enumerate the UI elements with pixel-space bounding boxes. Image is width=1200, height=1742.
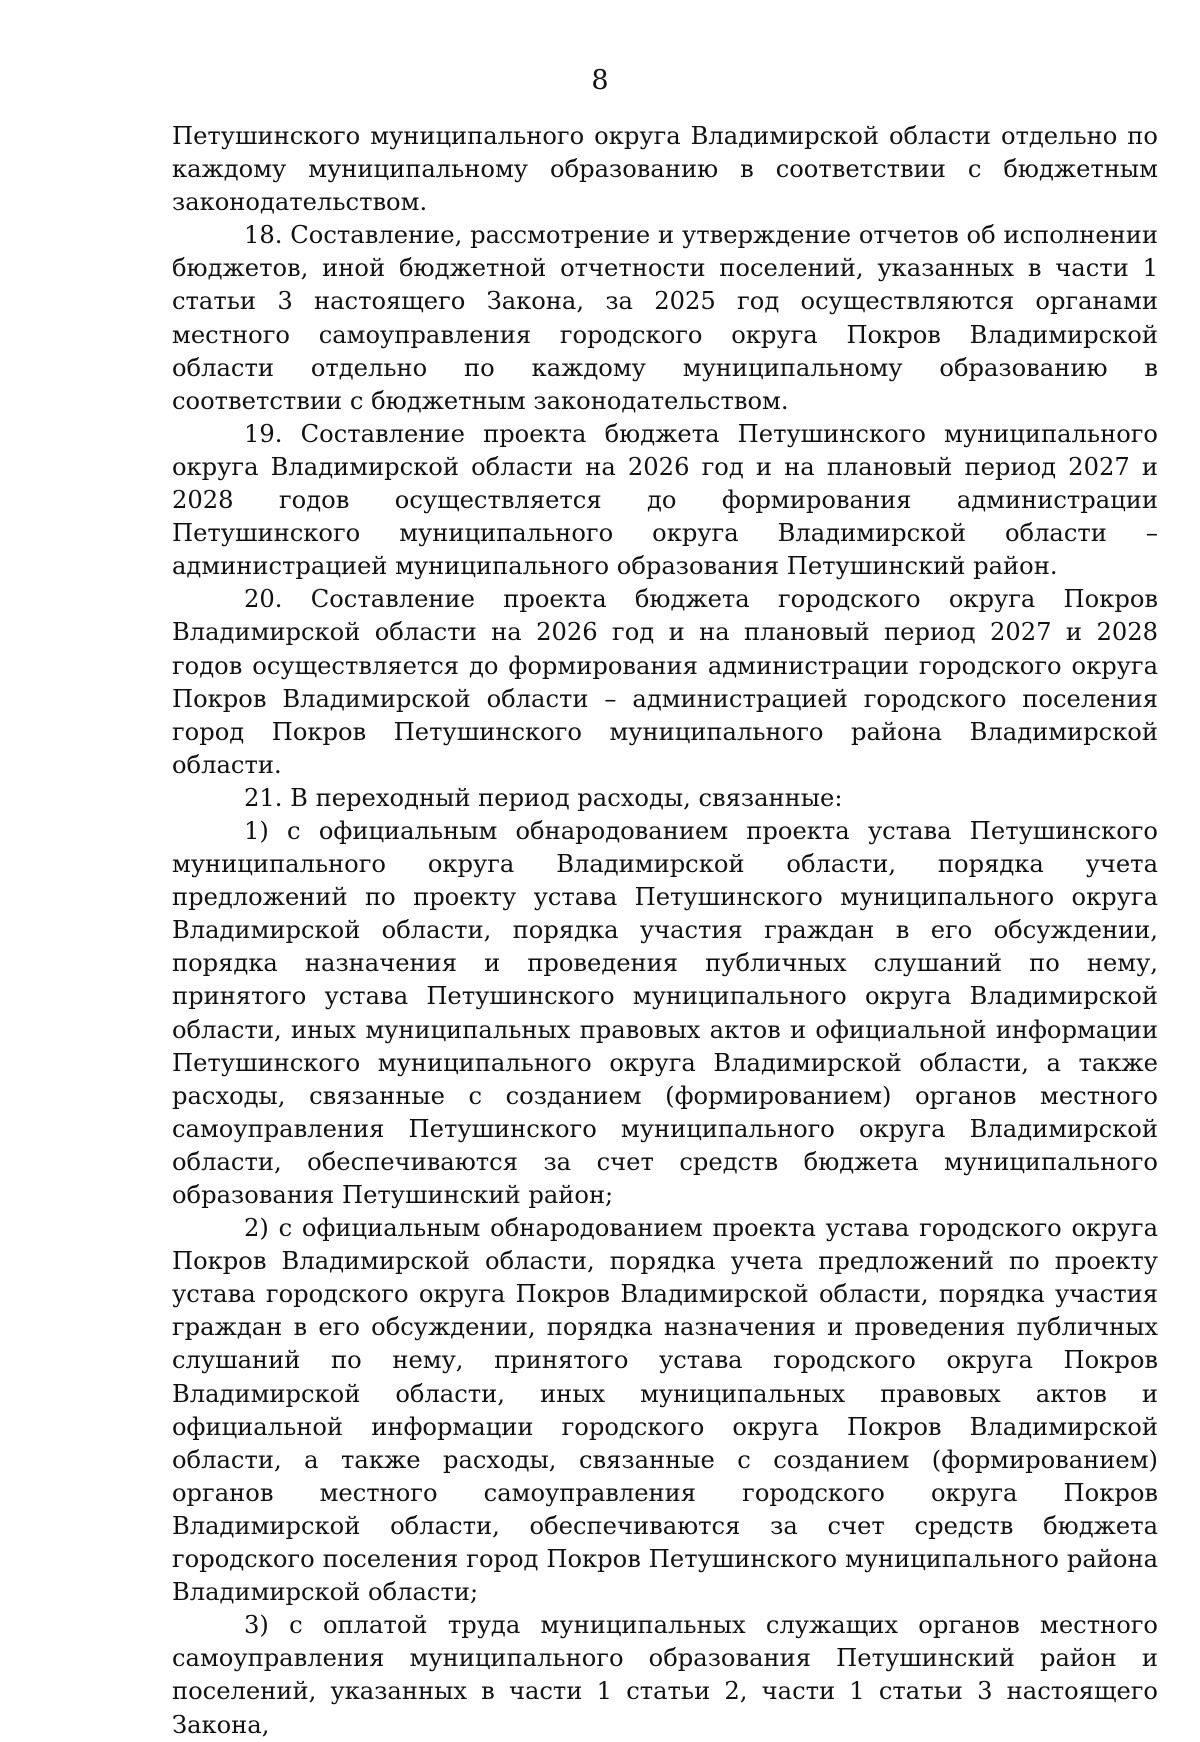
document-body	[172, 120, 1158, 1742]
paragraph-item-21: 21. В переходный период расходы, связанные:	[244, 783, 843, 812]
subparagraph-1: 1) с официальным обнародованием проекта устава Петушинского муниципального округа Владимирской области, порядка учета предложений по проекту устава Петушинского муниципального округа Владимирской области, порядка участия граждан в его обсуждении, порядка назначения и проведения публичных слушаний по нему, принятого устава Петушинского муниципального округа Владимирской области, иных муниципальных правовых актов и официальной информации Петушинского муниципального округа Владимирской области, а также расходы, связанные с созданием (формированием) органов местного самоуправления Петушинского муниципального округа Владимирской области, обеспечиваются за счет средств бюджета муниципального образования Петушинский район;	[172, 816, 1158, 1209]
paragraph-continuation: Петушинского муниципального округа Владимирской области отдельно по каждому муниципальному образованию в соответствии с бюджетным законодательством.	[172, 122, 1158, 217]
paragraph-item-20: 20. Составление проекта бюджета городского округа Покров Владимирской области на 2026 год и на плановый период 2027 и 2028 годов осуществляется до формирования администрации городского округа Покров Владимирской области – администрацией городского поселения город Покров Петушинского муниципального района Владимирской области.	[172, 585, 1158, 779]
page-number: 8	[591, 65, 609, 96]
subparagraph-2: 2) с официальным обнародованием проекта устава городского округа Покров Владимирской области, порядка учета предложений по проекту устава городского округа Покров Владимирской области, порядка участия граждан в его обсуждении, порядка назначения и проведения публичных слушаний по нему, принятого устава городского округа Покров Владимирской области, иных муниципальных правовых актов и официальной информации городского округа Покров Владимирской области, а также расходы, связанные с созданием (формированием) органов местного самоуправления городского округа Покров Владимирской области, обеспечиваются за счет средств бюджета городского поселения город Покров Петушинского муниципального района Владимирской области;	[172, 1214, 1158, 1607]
paragraph-item-18: 18. Составление, рассмотрение и утверждение отчетов об исполнении бюджетов, иной бюджетной отчетности поселений, указанных в части 1 статьи 3 настоящего Закона, за 2025 год осуществляются органами местного самоуправления городского округа Покров Владимирской области отдельно по каждому муниципальному образованию в соответствии с бюджетным законодательством.	[172, 221, 1158, 415]
subparagraph-3: 3) с оплатой труда муниципальных служащих органов местного самоуправления муниципального образования Петушинский район и поселений, указанных в части 1 статьи 2, части 1 статьи 3 настоящего Закона,	[172, 1611, 1158, 1739]
paragraph-item-19: 19. Составление проекта бюджета Петушинского муниципального округа Владимирской области на 2026 год и на плановый период 2027 и 2028 годов осуществляется до формирования администрации Петушинского муниципального округа Владимирской области – администрацией муниципального образования Петушинский район.	[172, 419, 1158, 581]
